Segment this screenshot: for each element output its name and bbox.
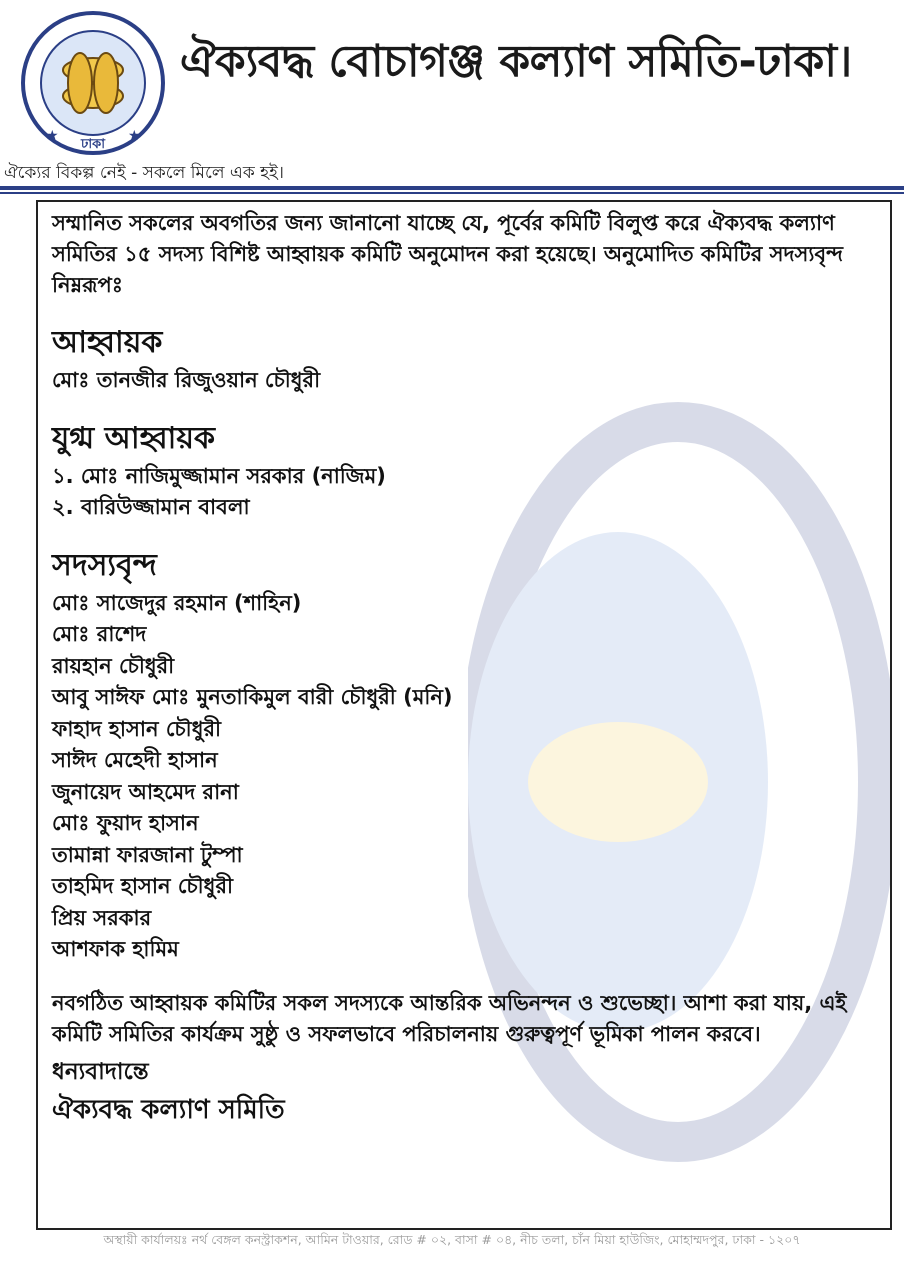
list-item: জুনায়েদ আহমেদ রানা: [52, 779, 239, 804]
list-item: ১. মোঃ নাজিমুজ্জামান সরকার (নাজিম): [52, 463, 386, 488]
members-heading: সদস্যবৃন্দ: [52, 547, 157, 583]
closing-paragraph: নবগঠিত আহ্বায়ক কমিটির সকল সদস্যকে আন্তরিক অভিনন্দন ও শুভেচ্ছা। আশা করা যায়, এই কমিটি সমিতির কার্যক্রম সুষ্ঠু ও সফলভাবে পরিচালনায় গুরুত্বপূর্ণ ভূমিকা পালন করবে।: [52, 990, 847, 1046]
joint-convener-list: [52, 461, 876, 524]
notice-box: [36, 200, 892, 1230]
list-item: মোঃ ফুয়াদ হাসান: [52, 811, 199, 835]
clasped-hands-icon: [63, 53, 123, 113]
list-item: প্রিয় সরকার: [52, 905, 152, 930]
list-item: মোঃ সাজেদুর রহমান (শাহিন): [52, 590, 302, 615]
intro-paragraph: সম্মানিত সকলের অবগতির জন্য জানানো যাচ্ছে যে, পূর্বের কমিটি বিলুপ্ত করে ঐক্যবদ্ধ কল্যাণ সমিতির ১৫ সদস্য বিশিষ্ট আহ্বায়ক কমিটি অনুমোদন করা হয়েছে। অনুমোদিত কমিটির সদস্যবৃন্দ নিম্নরূপঃ: [52, 211, 843, 297]
organization-logo: [18, 8, 168, 158]
header-rule: [0, 186, 904, 190]
notice-content: [38, 202, 890, 1130]
list-item: রায়হান চৌধুরী: [52, 653, 175, 678]
svg-text:★: ★: [128, 128, 141, 144]
joint-convener-heading: যুগ্ম আহ্বায়ক: [52, 420, 216, 456]
footer-address: অস্থায়ী কার্যালয়ঃ নর্থ বেঙ্গল কনস্ট্রাকশন, আমিন টাওয়ার, রোড # ০২, বাসা # ০৪, নীচ তলা, চাঁন মিয়া হাউজিং, মোহাম্মদপুর, ঢাকা - ১২০৭: [103, 1232, 801, 1247]
list-item: তামান্না ফারজানা টুম্পা: [52, 842, 243, 867]
list-item: ২. বারিউজ্জামান বাবলা: [52, 495, 250, 519]
convener-heading: আহ্বায়ক: [52, 325, 163, 360]
organization-title: ঐক্যবদ্ধ বোচাগঞ্জ কল্যাণ সমিতি-ঢাকা।: [180, 36, 852, 87]
list-item: সাঈদ মেহেদী হাসান: [52, 748, 218, 772]
signoff-organization: ঐক্যবদ্ধ কল্যাণ সমিতি: [52, 1094, 285, 1125]
list-item: তাহমিদ হাসান চৌধুরী: [52, 874, 234, 898]
convener-name: মোঃ তানজীর রিজুওয়ান চৌধুরী: [52, 368, 321, 392]
members-list: [52, 588, 876, 966]
list-item: ফাহাদ হাসান চৌধুরী: [52, 716, 222, 741]
logo-city: ঢাকা: [81, 137, 105, 152]
convener-list: [52, 365, 876, 397]
signoff: ধন্যবাদান্তে: [52, 1058, 149, 1085]
tagline: ঐক্যের বিকল্প নেই - সকলে মিলে এক হই।: [4, 163, 284, 183]
header-rule-thin: [0, 192, 904, 194]
list-item: আশফাক হামিম: [52, 937, 179, 961]
list-item: মোঃ রাশেদ: [52, 622, 147, 646]
list-item: আবু সাঈফ মোঃ মুনতাকিমুল বারী চৌধুরী (মনি): [52, 685, 453, 709]
letterhead: [0, 0, 904, 200]
svg-text:★: ★: [46, 128, 59, 144]
